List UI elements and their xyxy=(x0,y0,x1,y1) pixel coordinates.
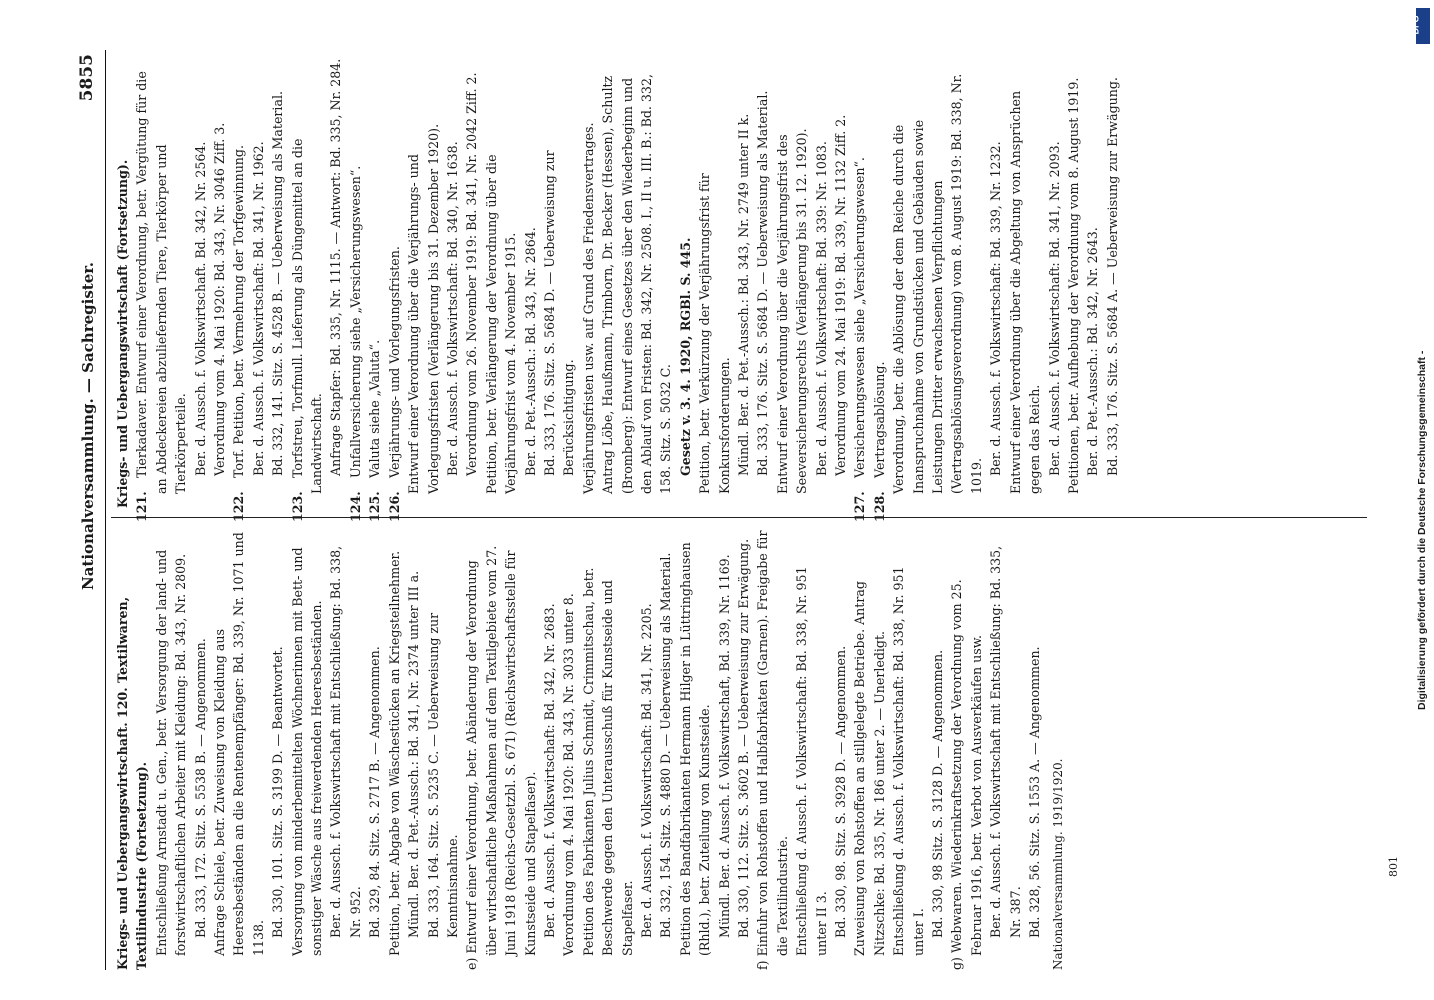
entry-text: Verordnung vom 4. Mai 1920: Bd. 343, Nr. 3046 Ziff. 3. xyxy=(212,122,228,476)
right-column-entry xyxy=(676,58,695,508)
entry-text: Torfstreu, Torfmull. Lieferung als Düngemittel an die Landwirtschaft. xyxy=(289,138,325,494)
left-column-entry xyxy=(1049,528,1068,970)
entry-text: Zuweisung von Rohstoffen an stillgelegte Betriebe. Antrag Nitzschke: Bd. 335, Nr. 186 unter 2. — Unerledigt. xyxy=(852,581,887,956)
left-column-entry xyxy=(850,528,889,970)
entry-text: Ber. d. Aussch. f. Volkswirtschaft mit Entschließung: Bd. 335, Nr. 387. xyxy=(988,545,1023,938)
entry-text: Versicherungswesen siehe „Versicherungswesen“. xyxy=(852,157,868,478)
entry-text: Bd. 330, 98 Sitz. S. 3128 D. — Angenommen. xyxy=(930,649,946,938)
entry-text: Petition, betr. Verkürzung der Verjährungsfrist für Konkursforderungen. xyxy=(697,173,732,494)
left-column-entry xyxy=(1025,528,1044,970)
entry-text: Bd. 333, 164. Sitz. S. 5235 C. — Ueberweisung zur Kenntnisnahme. xyxy=(425,612,460,938)
right-column-entry xyxy=(385,58,404,522)
left-column-entry xyxy=(715,528,734,970)
left-column-entry xyxy=(637,528,656,970)
right-column-entry xyxy=(1083,58,1102,508)
entry-text: Mündl. Ber. d. Pet.-Aussch.: Bd. 341, Nr. 2374 unter III a. xyxy=(406,570,422,938)
right-column-entry xyxy=(462,58,481,508)
left-column-entry xyxy=(288,528,327,970)
left-column-entry xyxy=(928,528,947,970)
right-column-entry xyxy=(1103,58,1122,508)
right-column-entry xyxy=(540,58,579,508)
entry-text: f) Einfuhr von Rohstoffen und Halbfabrikaten (Garnen). Freigabe für die Textilindustrie. xyxy=(755,530,790,970)
right-column-entry xyxy=(812,58,831,508)
right-column-entry xyxy=(753,58,772,508)
entry-text: Unfallversicherung siehe „Versicherungswesen“. xyxy=(347,165,363,478)
left-column-entry xyxy=(656,528,675,970)
entry-text: Antrag Löbe, Haußmann, Trimborn, Dr. Becker (Hessen), Schultz (Bromberg): Entwurf eines Gesetzes über den Wiederbeginn und den Ablauf von Fristen: Bd. 342, Nr. 2508. I., II u. III. B.: Bd. 332, 158. Sitz. S. 5032 C. xyxy=(600,74,674,494)
entry-text: Verordnung vom 4. Mai 1920: Bd. 343, Nr. 3033 unter 8. xyxy=(561,593,577,956)
entry-text: Bd. 333, 176. Sitz. S. 5684 A. — Ueberweisung zur Erwägung. xyxy=(1104,77,1120,476)
left-column xyxy=(113,528,1068,970)
left-column-entry xyxy=(540,528,559,970)
page-number: 5855 xyxy=(77,54,97,102)
right-column-entry xyxy=(695,58,734,508)
left-column-entry xyxy=(113,528,152,970)
entry-text: Ber. d. Aussch. f. Volkswirtschaft. Bd. 342, Nr. 2564. xyxy=(192,141,208,476)
entry-text: Versorgung von minderbemittelten Wöchnerinnen mit Bett- und sonstiger Wäsche aus freiwerdenden Heeresbeständen. xyxy=(289,547,325,956)
right-column-entry xyxy=(889,58,986,508)
entry-text: Ber. d. Aussch. f. Volkswirtschaft: Bd. 341, Nr. 2205. xyxy=(638,603,654,938)
right-column-entry xyxy=(831,58,850,508)
entry-text: Bd. 329, 84. Sitz. S. 2717 B. — Angenommen. xyxy=(367,646,383,938)
entry-text: Anfrage Schiele, betr. Zuweisung von Kleidung aus Heeresbeständen an die Rentenempfänger: Bd. 339, Nr. 1071 und 1138. xyxy=(212,532,266,956)
right-column-entry xyxy=(986,58,1005,508)
right-column-entry xyxy=(365,58,384,522)
right-column-entry xyxy=(1045,58,1064,508)
entry-text: Mündl. Ber. d. Aussch. f. Volkswirtschaft, Bd. 339, Nr. 1169. xyxy=(716,554,732,938)
entry-text: Verordnung vom 24. Mai 1919: Bd. 339, Nr. 1132 Ziff. 2. xyxy=(833,114,849,476)
entry-text: Bd. 333, 172. Sitz. S. 5538 B. — Angenommen. xyxy=(192,638,208,938)
entry-number: 128. xyxy=(871,491,887,522)
entry-number: 122. xyxy=(231,491,247,522)
left-column-entry xyxy=(210,528,268,970)
entry-text: Ber. d. Pet.-Aussch.: Bd. 342, Nr. 2643. xyxy=(1085,227,1101,476)
page-stamp: 801 xyxy=(1387,856,1400,877)
right-column-entry xyxy=(521,58,540,508)
entry-text: Petition, betr. Verlängerung der Verordnung über die Verjährungsfrist vom 4. November 1915. xyxy=(483,154,519,494)
entry-text: Entwurf einer Verordnung über die Verjährungs- und Vorlegungsfristen (Verlängerung bis 31. Dezember 1920). xyxy=(406,123,441,494)
left-column-entry xyxy=(986,528,1025,970)
rotated-page xyxy=(75,50,1375,970)
digitization-note-text: Digitalisierung gefördert durch die Deutsche Forschungsgemeinschaft - xyxy=(1416,350,1428,710)
entry-text: Petition, betr. Abgabe von Wäschestücken an Kriegsteilnehmer. xyxy=(386,550,402,956)
digitization-note xyxy=(1416,10,1430,990)
left-column-entry xyxy=(947,528,986,970)
page-title: Nationalversammlung. — Sachregister. xyxy=(79,261,97,590)
entry-text: Petition des Bandfabrikanten Hermann Hilger in Lüttringhausen (Rhld.), betr. Zuteilung von Kunstseide. xyxy=(677,542,713,956)
entry-text: Vertragsablösung. xyxy=(871,361,887,478)
entry-text: Entschließung d. Aussch. f. Volkswirtschaft: Bd. 338, Nr. 951 unter I. xyxy=(891,566,926,956)
left-column-entry xyxy=(191,528,210,970)
entry-text: Bd. 330, 98. Sitz. S. 3928 D. — Angenommen. xyxy=(833,645,849,938)
entry-text: Anfrage Stapfer: Bd. 335, Nr. 1115. — Antwort: Bd. 335, Nr. 284. xyxy=(328,58,344,476)
entry-text: Ber. d. Aussch. f. Volkswirtschaft mit Entschließung: Bd. 338, Nr. 952. xyxy=(328,545,363,938)
right-column-entry xyxy=(229,58,248,522)
left-column-entry xyxy=(326,528,365,970)
entry-text: Torf. Petition, betr. Vermehrung der Torfgewinnung. xyxy=(231,145,247,478)
right-column-entry xyxy=(346,58,365,522)
right-column-entry xyxy=(191,58,210,508)
left-column-entry xyxy=(753,528,792,970)
right-column-entry xyxy=(268,58,287,508)
right-column-entry xyxy=(870,58,889,522)
entry-text: g) Webwaren. Wiederinkraftsetzung der Verordnung vom 25. Februar 1916, betr. Verbot von Ausverkäufen usw. xyxy=(949,579,984,970)
entry-number: 126. xyxy=(386,491,402,522)
right-column-entry xyxy=(288,58,327,522)
right-column-entry xyxy=(404,58,443,508)
entry-text: Ber. d. Aussch. f. Volkswirtschaft: Bd. 339, Nr. 1232. xyxy=(988,141,1004,476)
entry-text: Ber. d. Aussch. f. Volkswirtschaft: Bd. 342, Nr. 2683. xyxy=(541,603,557,938)
entry-text: Ber. d. Aussch. f. Volkswirtschaft: Bd. 340, Nr. 1638. xyxy=(444,141,460,476)
entry-text: Ber. d. Aussch. f. Volkswirtschaft: Bd. 341, Nr. 2093. xyxy=(1046,141,1062,476)
right-column-entry xyxy=(773,58,812,508)
left-column-entry xyxy=(889,528,928,970)
entry-number: 121. xyxy=(134,491,150,522)
left-column-entry xyxy=(462,528,540,970)
right-column-entry xyxy=(1006,58,1045,508)
entry-text: Bd. 333, 176. Sitz. S. 5684 D. — Ueberweisung zur Berücksichtigung. xyxy=(541,150,577,476)
left-column-entry xyxy=(152,528,191,970)
entry-text: Entwurf einer Verordnung über die Verjährungsfrist des Seeversicherungsrechts (Verlängerung bis 31. 12. 1920). xyxy=(774,128,810,494)
entry-text: Bd. 332, 141. Sitz. S. 4528 B. — Ueberweisung als Material. xyxy=(270,91,286,476)
right-column xyxy=(113,58,1122,522)
right-column-entry xyxy=(598,58,676,508)
entry-text: Kriegs- und Uebergangswirtschaft (Fortsetzung). xyxy=(115,159,130,508)
right-column-entry xyxy=(482,58,521,508)
entry-text: Entschließung d. Aussch. f. Volkswirtschaft: Bd. 338, Nr. 951 unter II 3. xyxy=(794,566,829,956)
entry-number: 124. xyxy=(347,491,363,522)
entry-text: Valuta siehe „Valuta“. xyxy=(367,339,383,478)
entry-text: Kriegs- und Uebergangswirtschaft. 120. Textilwaren, Textilindustrie (Fortsetzung). xyxy=(115,596,150,970)
left-column-entry xyxy=(831,528,850,970)
entry-text: Verordnung, betr. die Ablösung der dem Reiche durch die Inanspruchnahme von Grundstücken und Gebäuden sowie Leistungen Dritter erwachsenen Verpflichtungen (Vertragsablösungsverordnung) vom 8. August 1919: Bd. 338, Nr. 1019. xyxy=(891,73,984,494)
entry-text: Verjährungs- und Vorlegungsfristen. xyxy=(386,246,402,478)
left-column-entry xyxy=(365,528,384,970)
left-column-entry xyxy=(734,528,753,970)
left-column-entry xyxy=(268,528,287,970)
left-column-entry xyxy=(424,528,463,970)
entry-text: Ber. d. Aussch. f. Volkswirtschaft: Bd. 339: Nr. 1083. xyxy=(813,141,829,476)
entry-text: Bd. 333, 176. Sitz. S. 5684 D. — Ueberweisung als Material. xyxy=(755,90,771,476)
right-column-entry xyxy=(210,58,229,508)
entry-number: 123. xyxy=(289,491,305,522)
entry-text: Petitionen, betr. Aufhebung der Verordnung vom 8. August 1919. xyxy=(1065,77,1081,494)
entry-text: Verjährungsfristen usw. auf Grund des Friedensvertrages. xyxy=(580,122,596,494)
left-column-entry xyxy=(792,528,831,970)
entry-text: Bd. 330, 112. Sitz. S. 3602 B. — Ueberweisung zur Erwägung. xyxy=(736,538,751,938)
entry-text: Nationalversammlung. 1919/1920. xyxy=(1050,758,1065,970)
entry-text: Verordnung vom 26. November 1919: Bd. 341, Nr. 2042 Ziff. 2. xyxy=(464,72,480,476)
left-column-entry xyxy=(385,528,404,970)
entry-text: Bd. 330, 101. Sitz. S. 3199 D. — Beantwortet. xyxy=(270,646,286,938)
left-column-entry xyxy=(676,528,715,970)
entry-text: e) Entwurf einer Verordnung, betr. Abänderung der Verordnung über wirtschaftliche Maßnahmen auf dem Textilgebiete vom 27. Juni 1918 (Reichs-Gesetzbl. S. 671) (Reichswirtschaftsstelle für Kunstseide und Stapelfaser). xyxy=(464,545,538,970)
right-column-entry xyxy=(850,58,869,522)
entry-text: Gesetz v. 3. 4. 1920, RGBl. S. 445. xyxy=(677,237,693,476)
entry-text: Petition des Fabrikanten Julius Schmidt, Crimmitschau, betr. Beschwerde gegen den Unterausschuß für Kunstseide und Stapelfaser. xyxy=(580,567,635,956)
entry-text: Entschließung Arnstadt u. Gen., betr. Versorgung der land- und forstwirtschaftlichen Arbeiter mit Kleidung: Bd. 343, Nr. 2809. xyxy=(153,549,189,956)
entry-text: Tierkadaver. Entwurf einer Verordnung, betr. Vergütung für die an Abdeckereien abzuliefernden Tiere, Tierkörper und Tierkörperteile. xyxy=(134,71,189,494)
entry-text: Bd. 328, 56. Sitz. S. 1553 A. — Angenommen. xyxy=(1027,646,1043,938)
entry-text: Entwurf einer Verordnung über die Abgeltung von Ansprüchen gegen das Reich. xyxy=(1007,90,1043,494)
entry-number: 125. xyxy=(367,491,383,522)
right-column-entry xyxy=(326,58,345,508)
right-column-entry xyxy=(734,58,753,508)
entry-text: Ber. d. Pet.-Aussch.: Bd. 343, Nr. 2864. xyxy=(522,227,538,476)
right-column-entry xyxy=(579,58,598,508)
entry-number: 127. xyxy=(852,491,868,522)
entry-text: Mündl. Ber. d. Pet.-Aussch.: Bd. 343, Nr. 2749 unter II k. xyxy=(736,113,751,476)
right-column-entry xyxy=(113,58,132,508)
entry-text: Bd. 332, 154. Sitz. S. 4880 D. — Ueberweisung als Material. xyxy=(658,552,674,938)
right-column-entry xyxy=(1064,58,1083,508)
dfg-logo-text: DFG xyxy=(1410,15,1421,35)
right-column-entry xyxy=(443,58,462,508)
left-column-entry xyxy=(579,528,637,970)
left-column-entry xyxy=(559,528,578,970)
page-header xyxy=(75,50,106,970)
entry-text: Ber. d. Aussch. f. Volkswirtschaft: Bd. 341, Nr. 1962. xyxy=(250,141,266,476)
left-column-entry xyxy=(404,528,423,970)
right-column-entry xyxy=(132,58,190,522)
right-column-entry xyxy=(249,58,268,508)
